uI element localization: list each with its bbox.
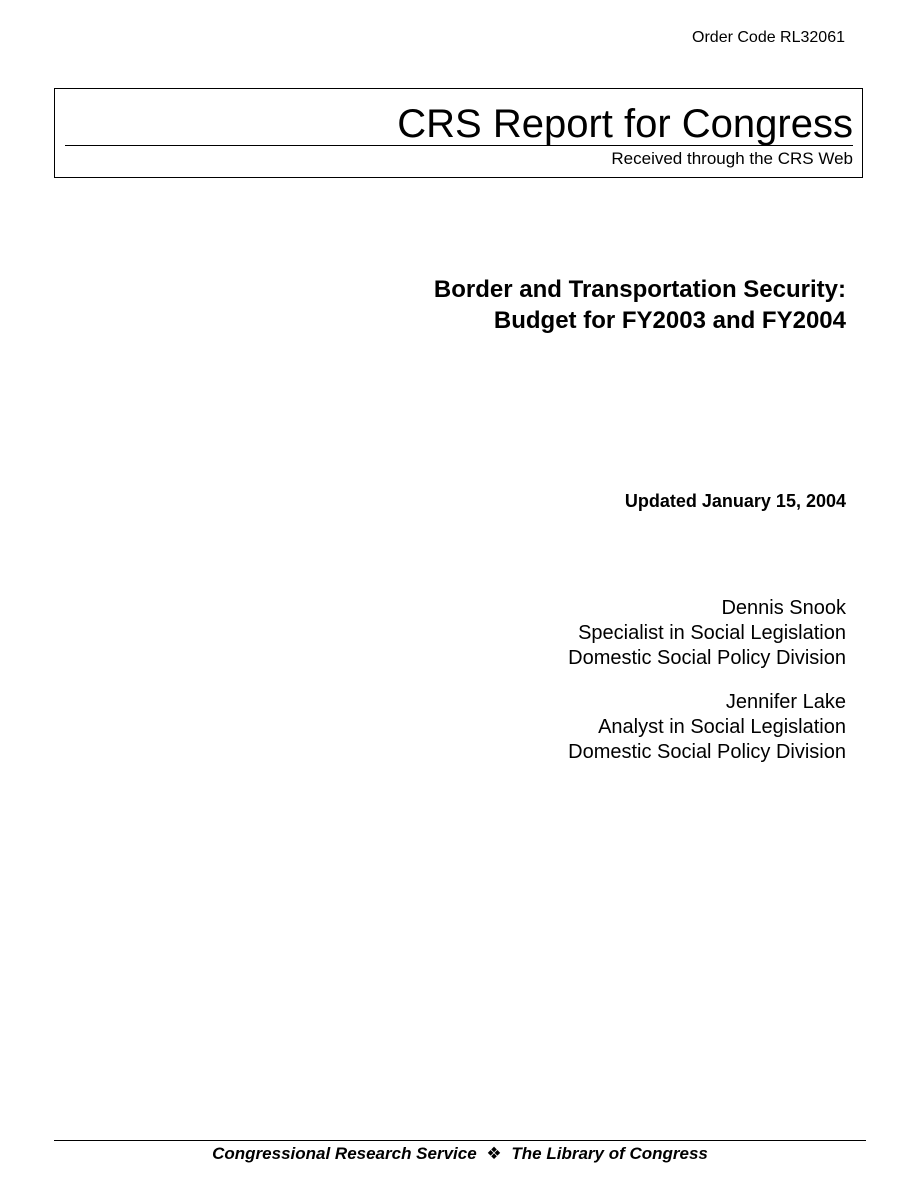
- header-divider: [65, 145, 853, 146]
- author-division: Domestic Social Policy Division: [568, 647, 846, 669]
- header-subtitle: Received through the CRS Web: [611, 149, 853, 168]
- report-title-line-2: Budget for FY2003 and FY2004: [493, 307, 846, 334]
- author-position: Specialist in Social Legislation: [578, 622, 846, 644]
- author-block: [568, 596, 846, 671]
- author-division: Domestic Social Policy Division: [568, 741, 846, 763]
- order-code: Order Code RL32061: [692, 29, 845, 46]
- author-block: [568, 690, 846, 765]
- author-position: Analyst in Social Legislation: [598, 716, 846, 738]
- footer-library: The Library of Congress: [511, 1144, 708, 1163]
- footer-divider: [54, 1140, 866, 1141]
- footer: [0, 1143, 920, 1165]
- report-header-box: [54, 88, 863, 178]
- report-title-line-1: Border and Transportation Security:: [433, 276, 846, 303]
- updated-date: Updated January 15, 2004: [624, 491, 846, 511]
- report-title: [434, 274, 846, 336]
- author-name: Dennis Snook: [721, 597, 846, 619]
- author-name: Jennifer Lake: [725, 691, 846, 713]
- footer-organization: Congressional Research Service: [212, 1144, 477, 1163]
- header-title: CRS Report for Congress: [397, 102, 853, 146]
- footer-separator-icon: ❖: [486, 1144, 502, 1163]
